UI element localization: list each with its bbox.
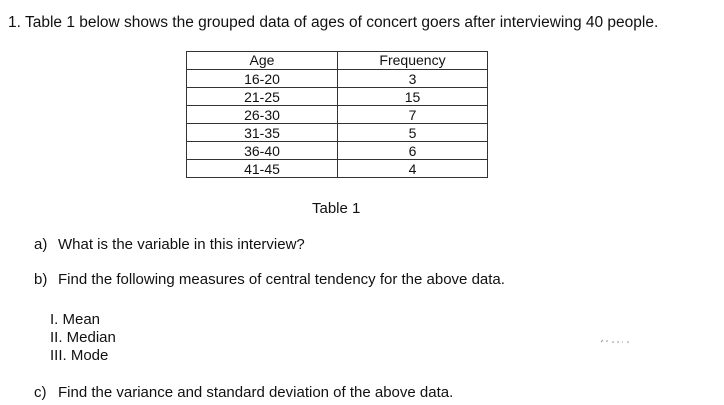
column-header-frequency: Frequency [338, 52, 488, 70]
frequency-cell: 6 [338, 142, 488, 160]
age-cell: 26-30 [187, 106, 338, 124]
age-cell: 36-40 [187, 142, 338, 160]
frequency-cell: 4 [338, 160, 488, 178]
part-b-label: b) [34, 271, 48, 288]
table-row [187, 88, 488, 106]
part-b-item-mean: I. Mean [50, 311, 101, 328]
table-row [187, 106, 488, 124]
question-text: 1. Table 1 below shows the grouped data of ages of concert goers after interviewing 40 people. [8, 14, 659, 31]
frequency-cell: 7 [338, 106, 488, 124]
part-c [34, 384, 453, 401]
scan-smudge [600, 338, 640, 344]
table-row [187, 124, 488, 142]
part-b-text: Find the following measures of central tendency for the above data. [58, 271, 505, 288]
part-a-text: What is the variable in this interview? [58, 236, 305, 253]
part-a [34, 236, 305, 253]
age-cell: 21-25 [187, 88, 338, 106]
part-c-text: Find the variance and standard deviation of the above data. [58, 384, 454, 401]
table-row [187, 142, 488, 160]
table-caption: Table 1 [312, 200, 361, 217]
part-b [34, 271, 505, 288]
frequency-cell: 3 [338, 70, 488, 88]
frequency-cell: 15 [338, 88, 488, 106]
column-header-age: Age [187, 52, 338, 70]
table-row [187, 160, 488, 178]
frequency-table [186, 51, 488, 178]
part-c-label: c) [34, 384, 47, 401]
part-a-label: a) [34, 236, 48, 253]
table-header-row [187, 52, 488, 70]
frequency-cell: 5 [338, 124, 488, 142]
age-cell: 31-35 [187, 124, 338, 142]
part-b-item-median: II. Median [50, 329, 116, 346]
part-b-item-mode: III. Mode [50, 347, 109, 364]
table-row [187, 70, 488, 88]
age-cell: 16-20 [187, 70, 338, 88]
age-cell: 41-45 [187, 160, 338, 178]
